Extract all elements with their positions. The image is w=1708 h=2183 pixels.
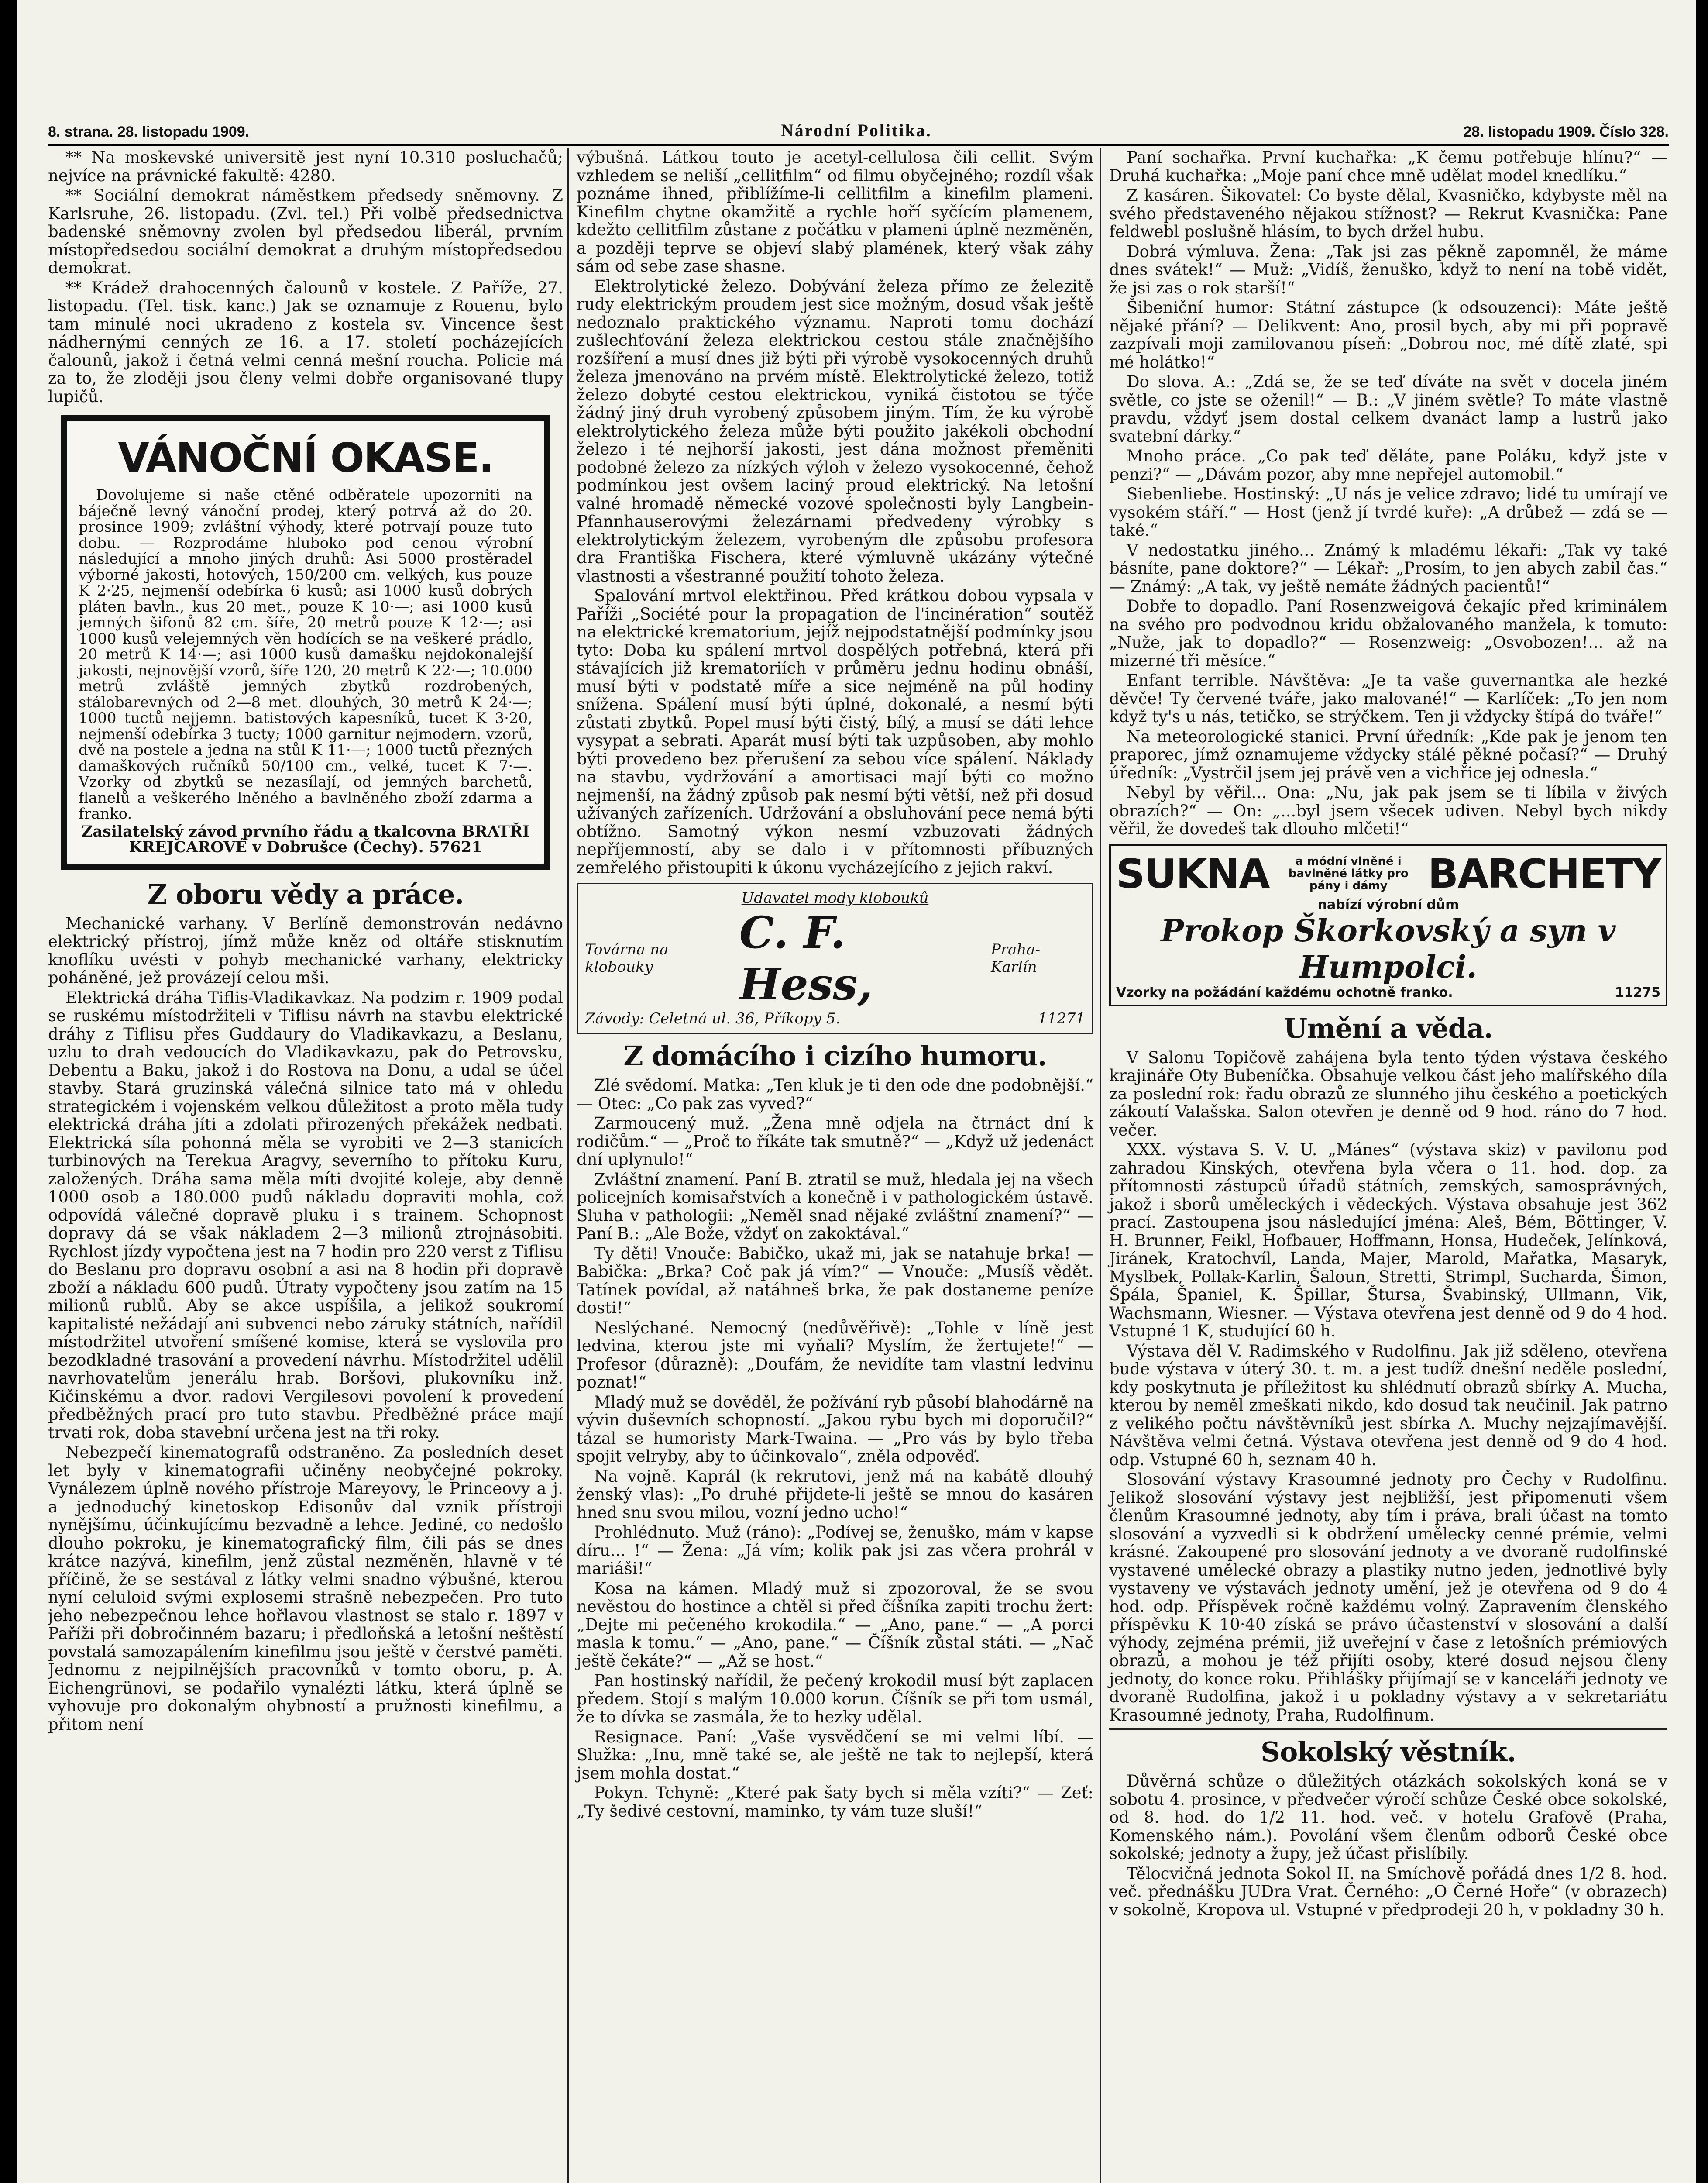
divider (1109, 1728, 1667, 1730)
humor-item: Mnoho práce. „Co pak teď děláte, pane Poláku, když jste v penzi?“ — „Dávám pozor, aby mne nepřejel automobil.“ (1109, 447, 1667, 484)
art-paragraph: V Salonu Topičově zahájena byla tento týden výstava českého krajináře Oty Bubeníčka. Obsahuje velkou část jeho malířského díla za poslední rok: řadu obrazů ze slunného jihu českého a poetických zákoutí Valašska. Salon otevřen je denně od 9 hod. ráno do 7 hod. večer. (1109, 1048, 1667, 1140)
barchety-word: BARCHETY (1428, 850, 1660, 897)
art-paragraph: Slosování výstavy Krasoumné jednoty pro Čechy v Rudolfinu. Jelikož slosování výstavy jest nejbližší, jest připomenuti všem členům Krasoumné jednoty, aby tím i práva, brali účast na tomto slosování a vyzvedli si k obdržení umělecky cenné prémie, velmi krásné. Zakoupené pro slosování jednoty a ve dvoraně rudolfinské vystavené umělecké obrazy a plastiky nutno jeden, jednotlivé byly vystaveny ve výstavách jednoty umění, jež je otevřena od 9 do 4 hod. odp. Příspěvek ročně každému volný. Zapravením členského příspěvku K 10·40 získá se právo účastenství v slosování a další výhody, zejména prémii, již uveřejní v čase z letošních prémiových obrazů, a mohou je též přijíti osoby, které dosud nejsou členy jednoty, do konce roku. Přihlášky přijímají se v kanceláři jednoty ve dvoraně Rudolfina, jakož i u pokladny výstavy a v sekretariátu Krasoumné jednoty, Praha, Rudolfinum. (1109, 1470, 1667, 1725)
humor-item: Pokyn. Tchyně: „Které pak šaty bych si měla vzíti?“ — Zeť: „Ty šedivé cestovní, maminko, ty vám tuze sluší!“ (577, 1784, 1093, 1821)
column-3 (1100, 148, 1667, 2183)
humor-item: Pan hostinský nařídil, že pečený krokodil musí být zaplacen předem. Stojí s malým 10.000 korun. Číšník se při tom usmál, že to dívka se zasmála, že to hezky udělal. (577, 1671, 1093, 1726)
humor-item: Neslýchané. Nemocný (nedůvěřivě): „Tohle v líně jest ledvina, kterou jste mi vyňali? Myslím, že žertujete!“ — Profesor (důrazně): „Doufám, že nevidíte tam vlastní ledvinu poznat!“ (577, 1318, 1093, 1391)
news-item: ** Krádež drahocenných čalounů v kostele. Z Paříže, 27. listopadu. (Tel. tisk. kanc.) Jak se oznamuje z Rouenu, bylo tam minulé noci ukradeno z kostela sv. Vincence šest nádhernými cenných ze 16. a 17. století pocházejících čalounů, jakož i četná velmi cenná mešní roucha. Policie má za to, že zloději jsou členy velmi dobře organisované tlupy lupičů. (48, 278, 563, 406)
humor-item: Dobře to dopadlo. Paní Rosenzweigová čekajíc před kriminálem na svého pro podvodnou kridu obžalovaného manžela, k tomuto: „Nuže, jak to dopadlo?“ — Rosenzweig: „Osvobozen!... až na mizerné tři měsíce.“ (1109, 597, 1667, 670)
humor-item: V nedostatku jiného... Známý k mladému lékaři: „Tak vy také básníte, pane doktore?“ — Lékař: „Prosím, to jen abych zabil čas.“ — Známý: „A tak, vy ještě nemáte žádných pacientů!“ (1109, 541, 1667, 596)
article-paragraph: výbušná. Látkou touto je acetyl-cellulosa čili cellit. Svým vzhledem se neliší „cellitfilm“ od filmu obyčejného; rozdíl však poznáme ihned, přiblížíme-li cellitfilm a kinefilm plameni. Kinefilm chytne okamžitě a rychle hoří syčícím plamenem, kdežto cellitfilm zůstane z počátku v plameni úplně nezměněn, a později teprve se objeví slabý plamének, který však záhy sám od sebe zase shasne. (577, 148, 1093, 275)
humor-item: Paní sochařka. První kuchařka: „K čemu potřebuje hlínu?“ — Druhá kuchařka: „Moje paní chce mně udělat model knedlíku.“ (1109, 148, 1667, 185)
humor-item: Z kasáren. Šikovatel: Co byste dělal, Kvasničko, kdybyste měl na svého představeného nějakou stížnost? — Rekrut Kvasnička: Pane feldwebl poslušně hlásím, to bych držel hubu. (1109, 186, 1667, 241)
sukna-subline: nabízí výrobní dům (1317, 897, 1459, 912)
header-left: 8. strana. 28. listopadu 1909. (48, 124, 250, 140)
section-title-humor: Z domácího i cizího humoru. (623, 1040, 1047, 1072)
column-1 (48, 148, 563, 2183)
hess-hat-ad (577, 883, 1093, 1034)
sukna-number: 11275 (1615, 985, 1660, 1000)
humor-item: Mladý muž se dověděl, že požívání ryb působí blahodárně na vývin duševních schopností. „Jakou rybu bych mi doporučil?“ tázal se humoristy Mark-Twaina. — „Pro vás by bylo třeba spojit velryby, aby to účinkovalo“, zněla odpověď. (577, 1392, 1093, 1466)
art-paragraph: XXX. výstava S. V. U. „Mánes“ (výstava skiz) v pavilonu pod zahradou Kinských, otevřena byla včera o 11. hod. dop. za přítomnosti zástupců úřadů státních, zemských, samosprávných, jakož i sborů uměleckých i vědeckých. Výstava obsahuje jest 362 prací. Zastoupena jsou následující jména: Aleš, Bém, Böttinger, V. H. Brunner, Feikl, Hofbauer, Hoffmann, Honsa, Hudeček, Jelínková, Jiránek, Kratochvíl, Landa, Majer, Marold, Mařatka, Masaryk, Myslbek, Pollak-Karlin, Šaloun, Stretti, Strimpl, Sucharda, Šimon, Špála, Španiel, K. Špillar, Štursa, Švabinský, Ullmann, Vik, Wachsmann, Wiesner. — Výstava otevřena jest denně od 9 do 4 hod. Vstupné 1 K, studující 60 h. (1109, 1140, 1667, 1340)
news-item: ** Na moskevské universitě jest nyní 10.310 posluchačů; nejvíce na právnické fakultě: 4280. (48, 148, 563, 185)
humor-item: Zvláštní znamení. Paní B. ztratil se muž, hledala jej na všech policejních komisařstvích a konečně i v pathologickém ústavě. Sluha v pathologii: „Neměl snad nějaké zvláštní znamení?“ — Paní B.: „Ale Bože, vždyť on zakoktával.“ (577, 1170, 1093, 1243)
humor-item: Na meteorologické stanici. První úředník: „Kde pak je jenom ten praporec, jímž oznamujeme vždycky stálé pěkné počasí?“ — Druhý úředník: „Vystrčil jsem jej právě ven a vichřice jej odnesla.“ (1109, 727, 1667, 782)
ad-title: VÁNOČNÍ OKASE. (118, 434, 493, 481)
humor-item: Siebenliebe. Hostinský: „U nás je velice zdravo; lidé tu umírají ve vysokém stáří.“ — Host (jenž jí tvrdé kuře): „A drůbež — zdá se — také.“ (1109, 485, 1667, 540)
sukna-firm: Prokop Škorkovský a syn v Humpolci. (1161, 912, 1616, 985)
sukna-samples: Vzorky na požádání každému ochotně franko. (1116, 985, 1453, 1000)
hess-number: 11271 (1038, 1010, 1085, 1027)
humor-item: Ty děti! Vnouče: Babičko, ukaž mi, jak se natahuje brka! — Babička: „Brka? Coč pak já vím?“ — Vnouče: „Musíš vědět. Tatínek povídal, až natáhneš brka, že pak dostaneme peníze dosti!“ (577, 1244, 1093, 1317)
hess-top-line: Udavatel mody kloboukû (741, 889, 929, 907)
art-paragraph: Výstava děl V. Radimského v Rudolfinu. Jak již sděleno, otevřena bude výstava v úterý 30. t. m. a jest tudíž dnešní neděle poslední, kdy poskytnuta je příležitost ku shlédnutí obrazů sbírky A. Mucha, kterou by neměl zmeškati nikdo, kdo dosud tak neučinil. Jak patrno z velikého počtu návštěvníků jest sbírka A. Muchy nejzajímavější. Návštěva velmi četná. Výstava otevřena jest denně od 9 do 4 hod. odp. Vstupné 60 h, seznam 40 h. (1109, 1341, 1667, 1469)
hess-logo: C. F. Hess, (739, 907, 873, 1010)
newspaper-title: Národní Politika. (780, 121, 932, 140)
hess-address: Závody: Celetná ul. 36, Příkopy 5. (585, 1010, 841, 1027)
section-title-sokol: Sokolský věstník. (1261, 1736, 1516, 1768)
humor-item: Zlé svědomí. Matka: „Ten kluk je ti den ode dne podobnější.“ — Otec: „Co pak zas vyved?“ (577, 1076, 1093, 1113)
ad-text: Dovolujeme si naše ctěné odběratele upozorniti na báječně levný vánoční prodej, který potrvá až do 20. prosince 1909; zvláštní výhody, které potrvají pouze tuto dobu. — Rozprodáme hluboko pod cenou výrobní následující a mnoho jiných druhů: Asi 5000 prostěradel výborné jakosti, hotových, 150/200 cm. velkých, kus pouze K 2·25, nejmenší odebírka 6 kusů; asi 1000 kusů dobrých pláten bavln., kus 20 met., pouze K 10·—; asi 1000 kusů jemných šifonů 82 cm. šíře, 20 metrů pouze K 12·—; asi 1000 kusů velejemných věn hodících se na veškeré prádlo, 20 metrů K 14·—; asi 1000 kusů damašku nejdokonalejší jakosti, nejnovější vzorů, šíře 120, 20 metrů K 22·—; 10.000 metrů zvláště jemných zbytků rozdrobených, stálobarevných od 2—8 met. dlouhých, 30 metrů K 24·—; 1000 tuctů nejjemn. batistových kapesníků, tucet K 3·20, nejmenší odebírka 3 tucty; 1000 garnitur nejmodern. vzorů, dvě na postele a jedna na stůl K 11·—; 1000 tuctů přezných damaškových ručníků 50/100 cm., velké, tucet K 7·—. Vzorky od zbytků se nezasílají, od jemných barchetů, flanelů a veškerého lněného a bavlněného zboží zdarma a franko. (79, 486, 533, 823)
hess-left-text: Továrna na klobouky (585, 941, 669, 976)
sukna-word: SUKNA (1116, 850, 1269, 897)
section-title-science: Z oboru vědy a práce. (147, 878, 464, 910)
humor-item: Na vojně. Kaprál (k rekrutovi, jenž má na kabátě dlouhý ženský vlas): „Po druhé přijdete-li ještě se mnou do kasáren hned snu svou milou, vozní jedno ucho!“ (577, 1467, 1093, 1522)
sukna-barchety-ad (1109, 844, 1667, 1006)
column-2 (567, 148, 1093, 2183)
humor-item: Nebyl by věřil... Ona: „Nu, jak pak jsem se ti líbila v živých obrazích?“ — On: „...byl jsem všecek udiven. Nebyl bych nikdy věřil, že dovedeš tak dlouho mlčeti!“ (1109, 783, 1667, 838)
humor-item: Resignace. Paní: „Vaše vysvědčení se mi velmi líbí. — Služka: „Inu, mně také se, ale ještě ne tak to nejlepší, která jsem mohla dostat.“ (577, 1727, 1093, 1783)
humor-item: Šibeniční humor: Státní zástupce (k odsouzenci): Máte ještě nějaké přání? — Delikvent: Ano, prosil bych, aby mi při popravě zazpívali moji zamilovanou píseň: „Dobrou noc, mé dítě zlaté, spi mé holátko!“ (1109, 298, 1667, 372)
article-paragraph: Elektrická dráha Tiflis-Vladikavkaz. Na podzim r. 1909 podal se ruskému místodržiteli v Tiflisu návrh na stavbu elektrické dráhy z Tiflisu přes Guddaury do Vladikavkazu, a Beslanu, uzlu to drah vedoucích do Vladikavkazu, pak do Petrovsku, Debentu a Baku, jakož i do Rostova na Donu, a udal se účel stavby. Stará gruzinská válečná silnice tato má v ohledu strategickém i vojenském velkou důležitost a proto měla tudy elektrická dráha jíti a zdolati přirozených překážek nedbati. Elektrická síla pohonná měla se vyrobiti ve 2—3 stanicích turbinových na Terekua Aragvy, severního to přítoku Kuru, založených. Dráha sama měla míti dvojité koleje, aby denně 1000 osob a 180.000 pudů nákladu dopraviti mohla, což odpovídá válečné dopravě pluku i s trainem. Schopnost dopravy dá se však nákladem 2—3 milionů ztrojnásobiti. Rychlost jízdy vypočtena jest na 7 hodin pro 220 verst z Tiflisu do Beslanu pro dopravu osobní a asi na 8 hodin při dopravě zboží a nákladu 600 pudů. Útraty vypočteny jsou zatím na 15 milionů rublů. Aby se akce uspíšila, a jelikož soukromí kapitalisté nežádají ani subvenci nebo záruky státních, nařídil místodržitel utvoření smíšené komise, která se vyslovila pro bezodkladné trasování a provedení návrhu. Místodržitel udělil navrhovatelům jenerálu hrab. Boršovi, plukovníku inž. Kičinskému a dvor. radovi Vergilesovi povolení k provedení předběžných prací pro tuto stavbu. Předběžné práce mají trvati rok, doba stavební určena jest na tři roky. (48, 988, 563, 1442)
sokol-paragraph: Tělocvičná jednota Sokol II. na Smíchově pořádá dnes 1/2 8. hod. več. přednášku JUDra Vrat. Černého: „O Černé Hoře“ (v obrazech) v sokolně, Kropova ul. Vstupné v předprodeji 20 h, v pokladny 30 h. (1109, 1864, 1667, 1919)
humor-item: Prohlédnuto. Muž (ráno): „Podívej se, ženuško, mám v kapse díru... !“ — Žena: „Já vím; kolik pak jsi zas včera prohrál v mariáši!“ (577, 1523, 1093, 1578)
article-paragraph: Nebezpečí kinematografů odstraněno. Za posledních deset let byly v kinematografii učiněny neobyčejné pokroky. Vynálezem úplně nového přístroje Mareyovy, le Princeovy a j. a jednoduchý kinetoskop Edisonův dal vznik přístroji nynějšímu, účinkujícímu bezvadně a lehce. Jediné, co nedošlo dlouho pokroku, je kinematografický film, čili pás se dnes krátce nazývá, kinefilm, jenž zůstal nezměněn, hlavně v té příčině, že se sestával z látky velmi snadno výbušné, kterou nyní celuloid svými explosemi strašně nebezpečen. Pro tuto jeho nebezpečnou lehce hořlavou vlastnost se stalo r. 1897 v Paříži při dobročinném bazaru; i předloňská a letošní neštěstí povstalá samozapálením kinefilmu jsou ještě v čerstvé paměti. Jednomu z nejpilnějších pracovníků v tomto oboru, p. A. Eichengrünovi, se podařilo vynalézti látku, která úplně se vyhovuje pro dokonalým ohybností a pružnosti kinefilmu, a přitom není (48, 1443, 563, 1734)
humor-item: Enfant terrible. Návštěva: „Je ta vaše guvernantka ale hezké děvče! Ty červené tváře, jako malované!“ — Karlíček: „To jen nom když ty's u nás, tetičko, se strýčkem. Ten ji vždycky štípá do tváře!“ (1109, 671, 1667, 726)
sokol-paragraph: Důvěrná schůze o důležitých otázkách sokolských koná se v sobotu 4. prosince, v předvečer výročí schůze České obce sokolské, od 8. hod. do 1/2 11. hod. več. v hotelu Grafově (Praha, Komenského nám.). Povolání všem členům odborů České obce sokolské; jednoty a župy, jež účast přislíbily. (1109, 1772, 1667, 1863)
humor-item: Do slova. A.: „Zdá se, že se teď díváte na svět v docela jiném světle, co jste se oženil!“ — B.: „V jiném světle? To máte vlastně pravdu, vždyť jsem dostal celkem dvanáct lamp a lustrů jako svatební dárky.“ (1109, 372, 1667, 446)
article-paragraph: Elektrolytické železo. Dobývání železa přímo ze železitě rudy elektrickým proudem jest sice možným, dosud však ještě nedoznalo praktického významu. Naproti tomu dochází zušlechťování železa elektrickou cestou stále značnějšího rozšíření a musí dnes již býti při výrobě vysokocenných druhů železa jmenováno na prvém místě. Elektrolytické železo, totiž železo dobyté cestou elektrickou, vyniká čistotou se týče žádný jiný druh vyrobený způsobem jiným. Tím, že ku výrobě elektrolytického železa může býti použito jakékoli obchodní železo i té nejhorší jakosti, jest dána možnost přeměniti podobné železo za nízkých výloh v železo vysokocenné, čehož podmínkou jest ovšem laciný proud elektrický. Na letošní valné hromadě německé vozové společnosti byly Langbein-Pfannhauserovými železárnami předvedeny výrobky s elektrolytickým železem, vyrobeným dle způsobu profesora dra Františka Fischera, které výmluvně ukázány výtečné vlastnosti a všestranné použití tohoto železa. (577, 276, 1093, 585)
hess-location: Praha-Karlín (991, 941, 1041, 976)
sukna-middle-text: a módní vlněné i bavlněné látky pro pány i dámy (1288, 855, 1409, 892)
article-paragraph: Spalování mrtvol elektřinou. Před krátkou dobou vypsala v Paříži „Société pour la propagation de l'incinération“ soutěž na elektrické krematorium, jejíž nejpodstatnější podmínky jsou tyto: Doba ku spálení mrtvol dospělých potřebná, která při stávajících již krematoriích v průměru jednu hodinu obnáší, musí býti v podstatě míře a sice nejméně na půl hodiny snížena. Spálení musí býti úplné, dokonalé, a nesmí býti zůstati zbytků. Popel musí býti čistý, bílý, a musí se dáti lehce vysypat a sebrati. Aparát musí býti tak uzpůsoben, aby mohlo býti provedeno bez přerušení za sebou více spálení. Náklady na stavbu, vydržování a amortisaci mají býti co možno nejmenší, na žádný způsob pak nesmí býti větší, než při dosud užívaných zařízeních. Udržování a obsluhování pece nemá býti obtížno. Samotný výkon nesmí vzbuzovati žádných nepříjemností, aby se dalo i v přítomnosti příbuzných zemřelého přistoupiti k úkonu vycházejícího z jejich rakví. (577, 586, 1093, 877)
ad-firm: Zasilatelský závod prvního řádu a tkalcovna BRATŘI KREJCAROVÉ v Dobrušce (Čechy). 57621 (81, 822, 530, 856)
humor-item: Zarmoucený muž. „Žena mně odjela na čtrnáct dní k rodičům.“ — „Proč to říkáte tak smutně?“ — „Když už jedenáct dní uplynulo!“ (577, 1114, 1093, 1169)
section-title-art: Umění a věda. (1284, 1012, 1493, 1044)
header-right: 28. listopadu 1909. Číslo 328. (1463, 124, 1669, 140)
page-header (48, 114, 1669, 146)
news-item: ** Sociální demokrat náměstkem předsedy sněmovny. Z Karlsruhe, 26. listopadu. (Zvl. tel.) Při volbě předsednictva badenské sněmovny zvolen byl předsedou liberál, prvním místopředsedou sociální demokrat a druhým místopředsedou demokrat. (48, 186, 563, 277)
christmas-sale-ad (61, 415, 550, 870)
article-paragraph: Mechanické varhany. V Berlíně demonstrován nedávno elektrický přístroj, jímž může kněz od oltáře stisknutím knoflíku uvésti v pohyb mechanické varhany, elektricky poháněné, jež provázejí celou mši. (48, 914, 563, 987)
humor-item: Dobrá výmluva. Žena: „Tak jsi zas pěkně zapomněl, že máme dnes svátek!“ — Muž: „Vidíš, ženuško, když to není na tobě vidět, že jsi zas o rok starší!“ (1109, 242, 1667, 297)
humor-item: Kosa na kámen. Mladý muž si zpozoroval, že se svou nevěstou do hostince a chtěl si před číšníka zapiti trochu žert: „Dejte mi pečeného krokodila.“ — „Ano, pane.“ — „A porci masla k tomu.“ — „Ano, pane.“ — Číšník zůstal státi. — „Nač ještě čekáte?“ — „Až se host.“ (577, 1579, 1093, 1670)
